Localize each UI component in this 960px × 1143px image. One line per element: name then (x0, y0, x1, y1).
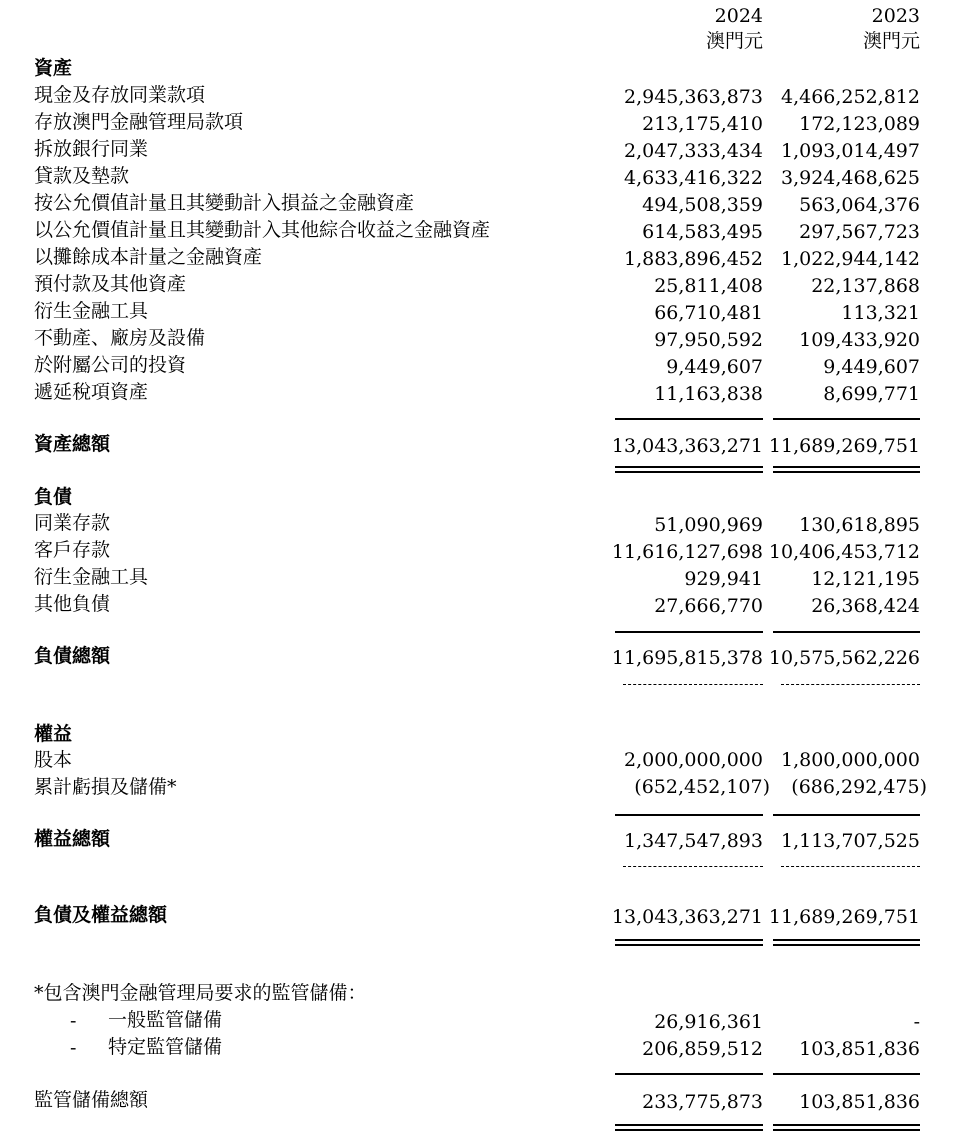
note-total-label: 監管儲備總額 (34, 1089, 149, 1111)
liabilities-equity-total-2023: 11,689,269,751 (768, 906, 920, 928)
asset-value-2023: 109,433,920 (799, 329, 920, 351)
liability-value-2024: 51,090,969 (654, 514, 763, 536)
liability-value-2024: 27,666,770 (654, 595, 763, 617)
asset-label: 貸款及墊款 (34, 165, 130, 187)
asset-label: 不動產、廠房及設備 (34, 327, 206, 349)
liability-label: 衍生金融工具 (34, 566, 149, 588)
equity-heading: 權益 (34, 723, 73, 745)
asset-label: 拆放銀行同業 (34, 138, 149, 160)
asset-value-2024: 213,175,410 (642, 113, 763, 135)
equity-label: 累計虧損及儲備* (34, 776, 177, 798)
note-item-label: 特定監管儲備 (108, 1036, 223, 1058)
liabilities-equity-total-2024: 13,043,363,271 (611, 906, 763, 928)
asset-label: 現金及存放同業款項 (34, 84, 206, 106)
liability-label: 客戶存款 (34, 539, 111, 561)
subtotal-rule (773, 631, 920, 633)
asset-value-2023: 1,022,944,142 (780, 248, 920, 270)
subtotal-rule (773, 1073, 920, 1075)
asset-label: 以公允價值計量且其變動計入其他綜合收益之金融資產 (34, 219, 491, 241)
note-item-2024: 26,916,361 (654, 1011, 763, 1033)
liability-value-2024: 929,941 (684, 568, 763, 590)
subtotal-rule (615, 631, 763, 633)
dashed-rule (781, 866, 920, 867)
asset-value-2023: 3,924,468,625 (780, 167, 920, 189)
asset-value-2024: 2,945,363,873 (623, 86, 763, 108)
assets-total-label: 資產總額 (34, 433, 111, 455)
equity-total-2024: 1,347,547,893 (623, 830, 763, 852)
total-double-rule (615, 466, 763, 473)
subtotal-rule (615, 1073, 763, 1075)
liability-value-2023: 12,121,195 (811, 568, 920, 590)
liability-value-2023: 130,618,895 (799, 514, 920, 536)
liabilities-total-label: 負債總額 (34, 645, 111, 667)
asset-label: 存放澳門金融管理局款項 (34, 111, 244, 133)
liabilities-heading: 負債 (34, 486, 73, 508)
dashed-rule (781, 684, 920, 685)
note-total-2023: 103,851,836 (799, 1091, 920, 1113)
asset-value-2024: 11,163,838 (654, 383, 763, 405)
equity-value-2023: (686,292,475) (791, 776, 927, 798)
asset-value-2024: 2,047,333,434 (623, 140, 763, 162)
liabilities-equity-total-label: 負債及權益總額 (34, 904, 168, 926)
asset-value-2023: 9,449,607 (823, 356, 920, 378)
asset-value-2023: 297,567,723 (799, 221, 920, 243)
equity-value-2024: (652,452,107) (634, 776, 770, 798)
subtotal-rule (773, 418, 920, 420)
liabilities-total-2024: 11,695,815,378 (611, 647, 763, 669)
equity-value-2024: 2,000,000,000 (623, 749, 763, 771)
total-double-rule (615, 1124, 763, 1131)
asset-value-2024: 66,710,481 (654, 302, 763, 324)
total-double-rule (773, 939, 920, 946)
note-item-2023: 103,851,836 (799, 1038, 920, 1060)
note-bullet: - (70, 1037, 77, 1059)
liability-value-2023: 10,406,453,712 (768, 541, 920, 563)
asset-value-2024: 1,883,896,452 (623, 248, 763, 270)
year-2023-header: 2023 (871, 5, 920, 27)
asset-value-2023: 113,321 (841, 302, 920, 324)
liability-label: 其他負債 (34, 593, 111, 615)
asset-value-2023: 22,137,868 (811, 275, 920, 297)
subtotal-rule (773, 814, 920, 816)
asset-value-2024: 614,583,495 (642, 221, 763, 243)
assets-heading: 資產 (34, 57, 73, 79)
subtotal-rule (615, 418, 763, 420)
dashed-rule (623, 866, 763, 867)
asset-label: 遞延稅項資產 (34, 381, 149, 403)
note-item-2023: - (913, 1011, 920, 1033)
liability-value-2024: 11,616,127,698 (611, 541, 763, 563)
assets-total-2024: 13,043,363,271 (611, 435, 763, 457)
equity-total-label: 權益總額 (34, 828, 111, 850)
asset-value-2024: 4,633,416,322 (623, 167, 763, 189)
asset-value-2023: 563,064,376 (799, 194, 920, 216)
asset-label: 預付款及其他資產 (34, 273, 187, 295)
asset-label: 按公允價值計量且其變動計入損益之金融資產 (34, 192, 415, 214)
total-double-rule (615, 939, 763, 946)
total-double-rule (773, 1124, 920, 1131)
asset-value-2023: 8,699,771 (823, 383, 920, 405)
asset-value-2023: 1,093,014,497 (780, 140, 920, 162)
equity-total-2023: 1,113,707,525 (780, 830, 920, 852)
asset-value-2024: 97,950,592 (654, 329, 763, 351)
liability-value-2023: 26,368,424 (811, 595, 920, 617)
asset-label: 以攤餘成本計量之金融資產 (34, 246, 263, 268)
note-total-2024: 233,775,873 (642, 1091, 763, 1113)
currency-2024-header: 澳門元 (705, 30, 763, 52)
liability-label: 同業存款 (34, 512, 111, 534)
asset-value-2024: 494,508,359 (642, 194, 763, 216)
liabilities-total-2023: 10,575,562,226 (768, 647, 920, 669)
asset-value-2024: 25,811,408 (654, 275, 763, 297)
asset-label: 於附屬公司的投資 (34, 354, 187, 376)
note-item-2024: 206,859,512 (642, 1038, 763, 1060)
currency-2023-header: 澳門元 (862, 30, 920, 52)
assets-total-2023: 11,689,269,751 (768, 435, 920, 457)
note-item-label: 一般監管儲備 (108, 1009, 223, 1031)
note-bullet: - (70, 1010, 77, 1032)
subtotal-rule (615, 814, 763, 816)
equity-value-2023: 1,800,000,000 (780, 749, 920, 771)
note-heading: *包含澳門金融管理局要求的監管儲備： (34, 982, 367, 1004)
asset-value-2023: 4,466,252,812 (780, 86, 920, 108)
equity-label: 股本 (34, 749, 73, 771)
total-double-rule (773, 466, 920, 473)
year-2024-header: 2024 (714, 5, 763, 27)
dashed-rule (623, 684, 763, 685)
asset-value-2024: 9,449,607 (666, 356, 763, 378)
asset-value-2023: 172,123,089 (799, 113, 920, 135)
asset-label: 衍生金融工具 (34, 300, 149, 322)
